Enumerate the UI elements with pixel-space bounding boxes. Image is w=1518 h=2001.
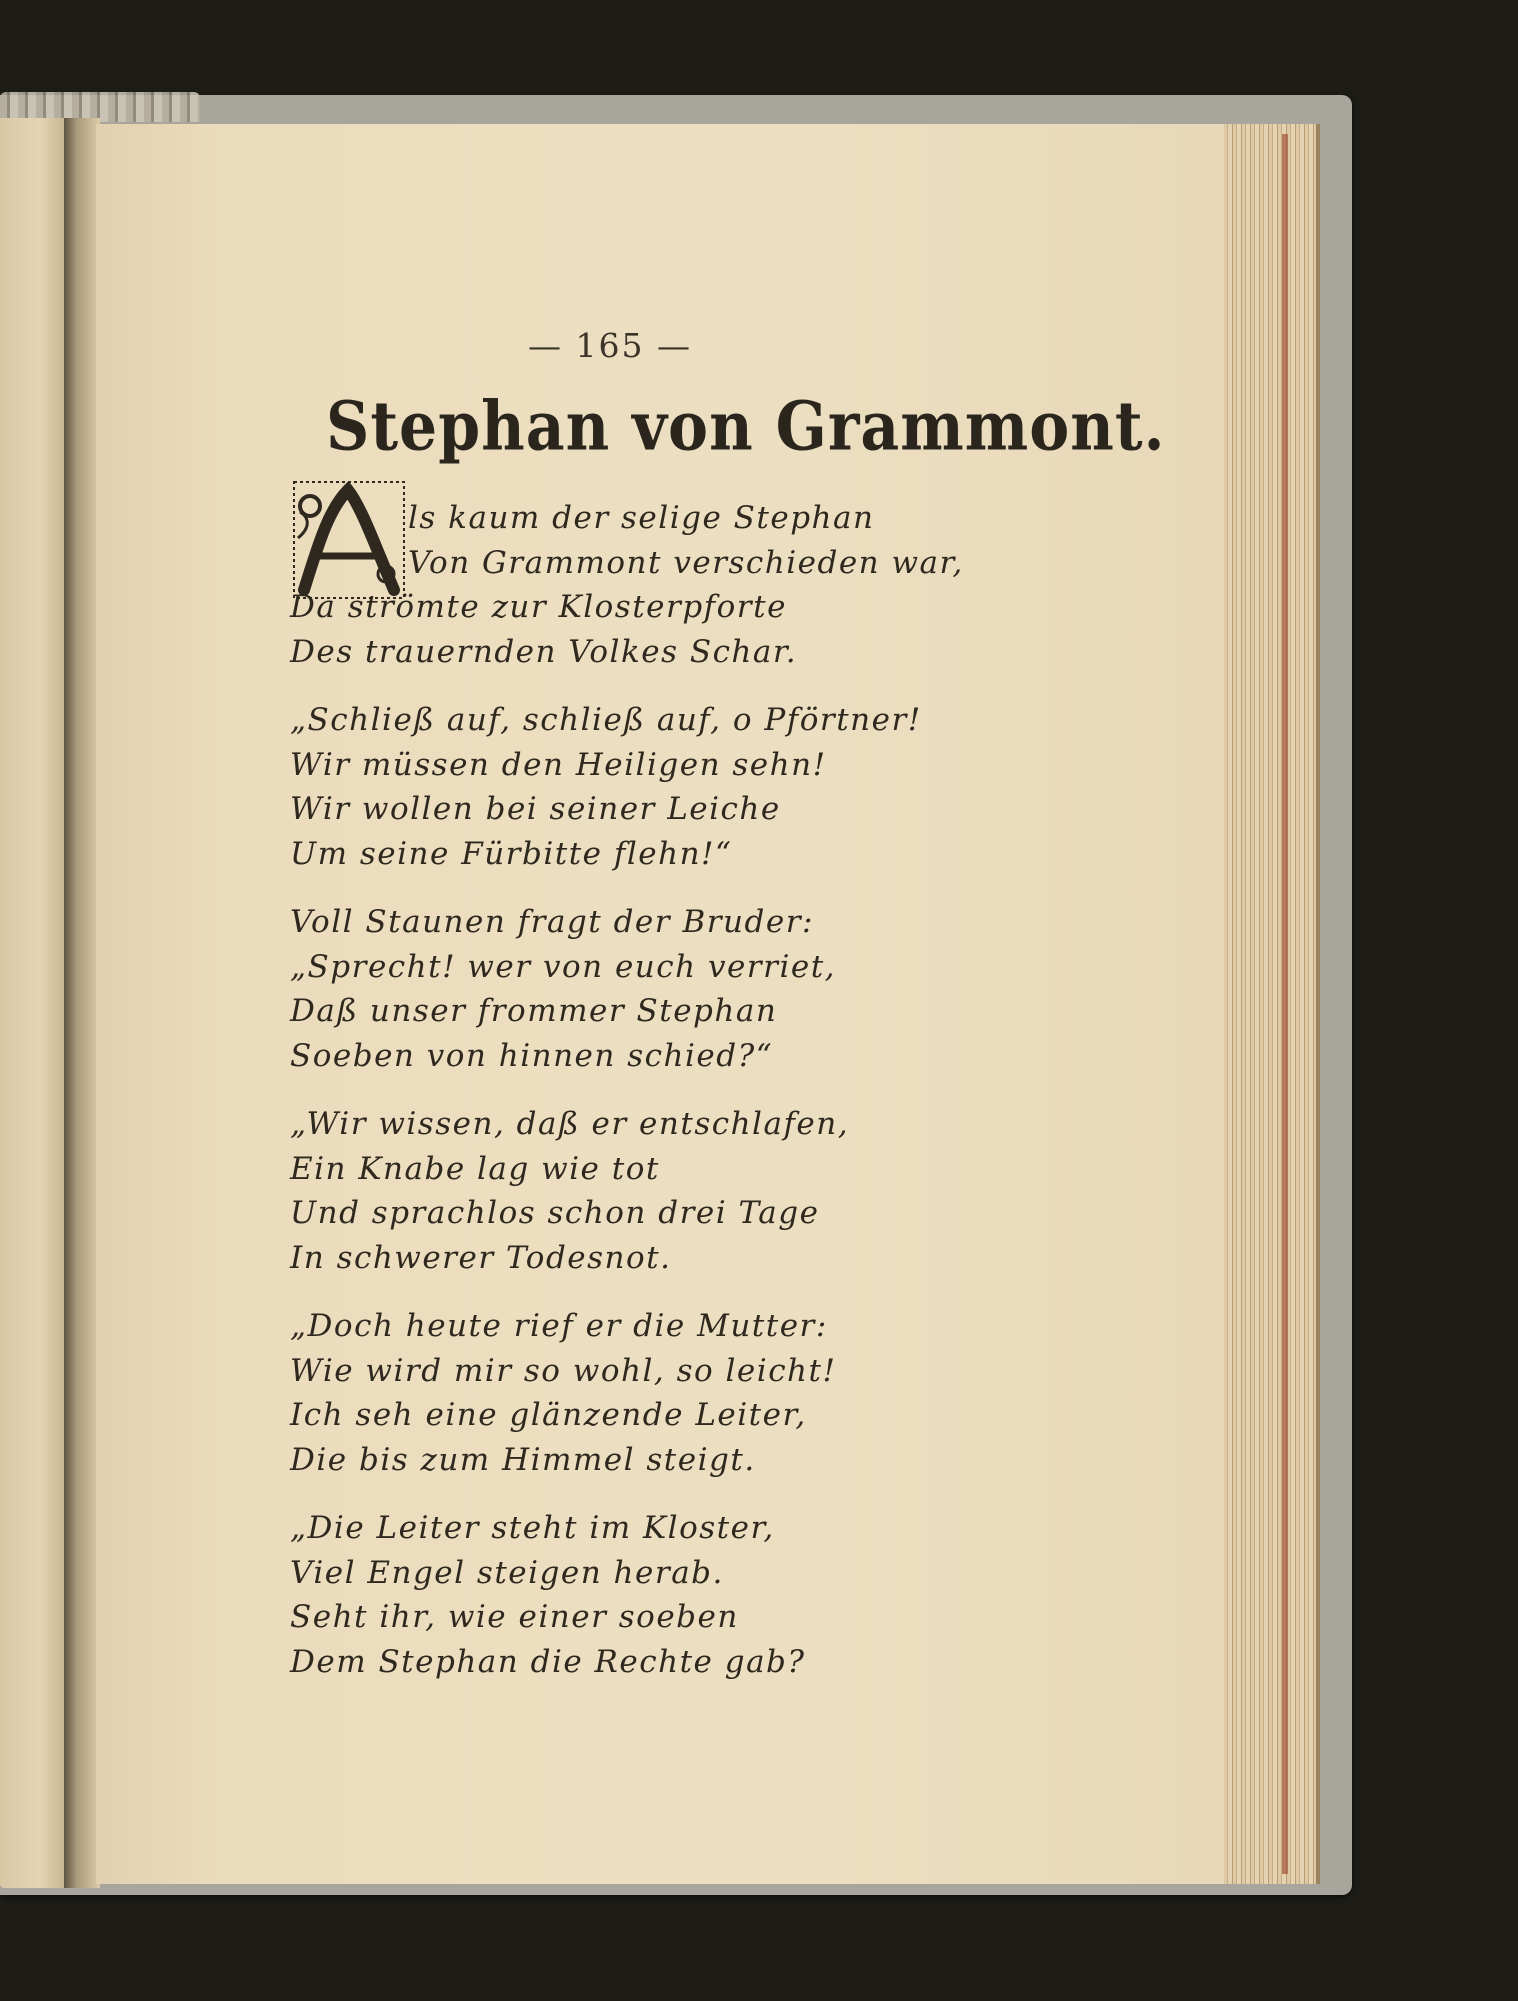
poem-line: Wie wird mir so wohl, so leicht! [290, 1352, 837, 1389]
poem-line: ls kaum der selige Stephan [408, 500, 875, 536]
poem-line: Daß unser frommer Stephan [290, 993, 778, 1029]
stanza [290, 496, 1010, 674]
poem-title: Stephan von Grammont. [326, 388, 1166, 467]
poem-body [290, 496, 1010, 1708]
poem-line: „Schließ auf, schließ auf, o Pförtner! [290, 702, 922, 738]
stanza [290, 1304, 1010, 1482]
poem-line: Voll Staunen fragt der Bruder: [290, 904, 814, 940]
poem-line: „Sprecht! wer von euch verriet, [290, 948, 837, 985]
stanza [290, 1102, 1010, 1280]
poem-line: In schwerer Todesnot. [290, 1239, 672, 1276]
edge-stain [1282, 134, 1288, 1874]
page-number: — 165 — [528, 326, 692, 365]
stanza [290, 1506, 1010, 1684]
poem-line: „Doch heute rief er die Mutter: [290, 1308, 828, 1344]
poem-line: Und sprachlos schon drei Tage [290, 1195, 820, 1231]
stanza [290, 900, 1010, 1078]
poem-line: Wir wollen bei seiner Leiche [290, 791, 781, 827]
stanza [290, 698, 1010, 876]
poem-line: Da strömte zur Klosterpforte [290, 589, 787, 625]
poem-line: Viel Engel steigen herab. [290, 1554, 724, 1591]
poem-line: Soeben von hinnen schied?“ [290, 1037, 774, 1074]
left-page-edge [0, 118, 72, 1888]
poem-line: Dem Stephan die Rechte gab? [290, 1643, 806, 1680]
page-gutter [64, 118, 100, 1888]
poem-line: Um seine Fürbitte flehn!“ [290, 835, 733, 872]
poem-line: Ein Knabe lag wie tot [290, 1150, 660, 1187]
poem-line: Seht ihr, wie einer soeben [290, 1599, 739, 1635]
poem-line: Ich seh eine glänzende Leiter, [290, 1397, 807, 1433]
poem-line: Die bis zum Himmel steigt. [290, 1441, 756, 1478]
poem-line: „Die Leiter steht im Kloster, [290, 1510, 775, 1546]
poem-line: Wir müssen den Heiligen sehn! [290, 746, 827, 783]
poem-line: Des trauernden Volkes Schar. [290, 633, 798, 670]
poem-line: „Wir wissen, daß er entschlafen, [290, 1106, 850, 1142]
poem-line: Von Grammont verschieden war, [408, 544, 964, 581]
page-edges [1224, 124, 1320, 1884]
